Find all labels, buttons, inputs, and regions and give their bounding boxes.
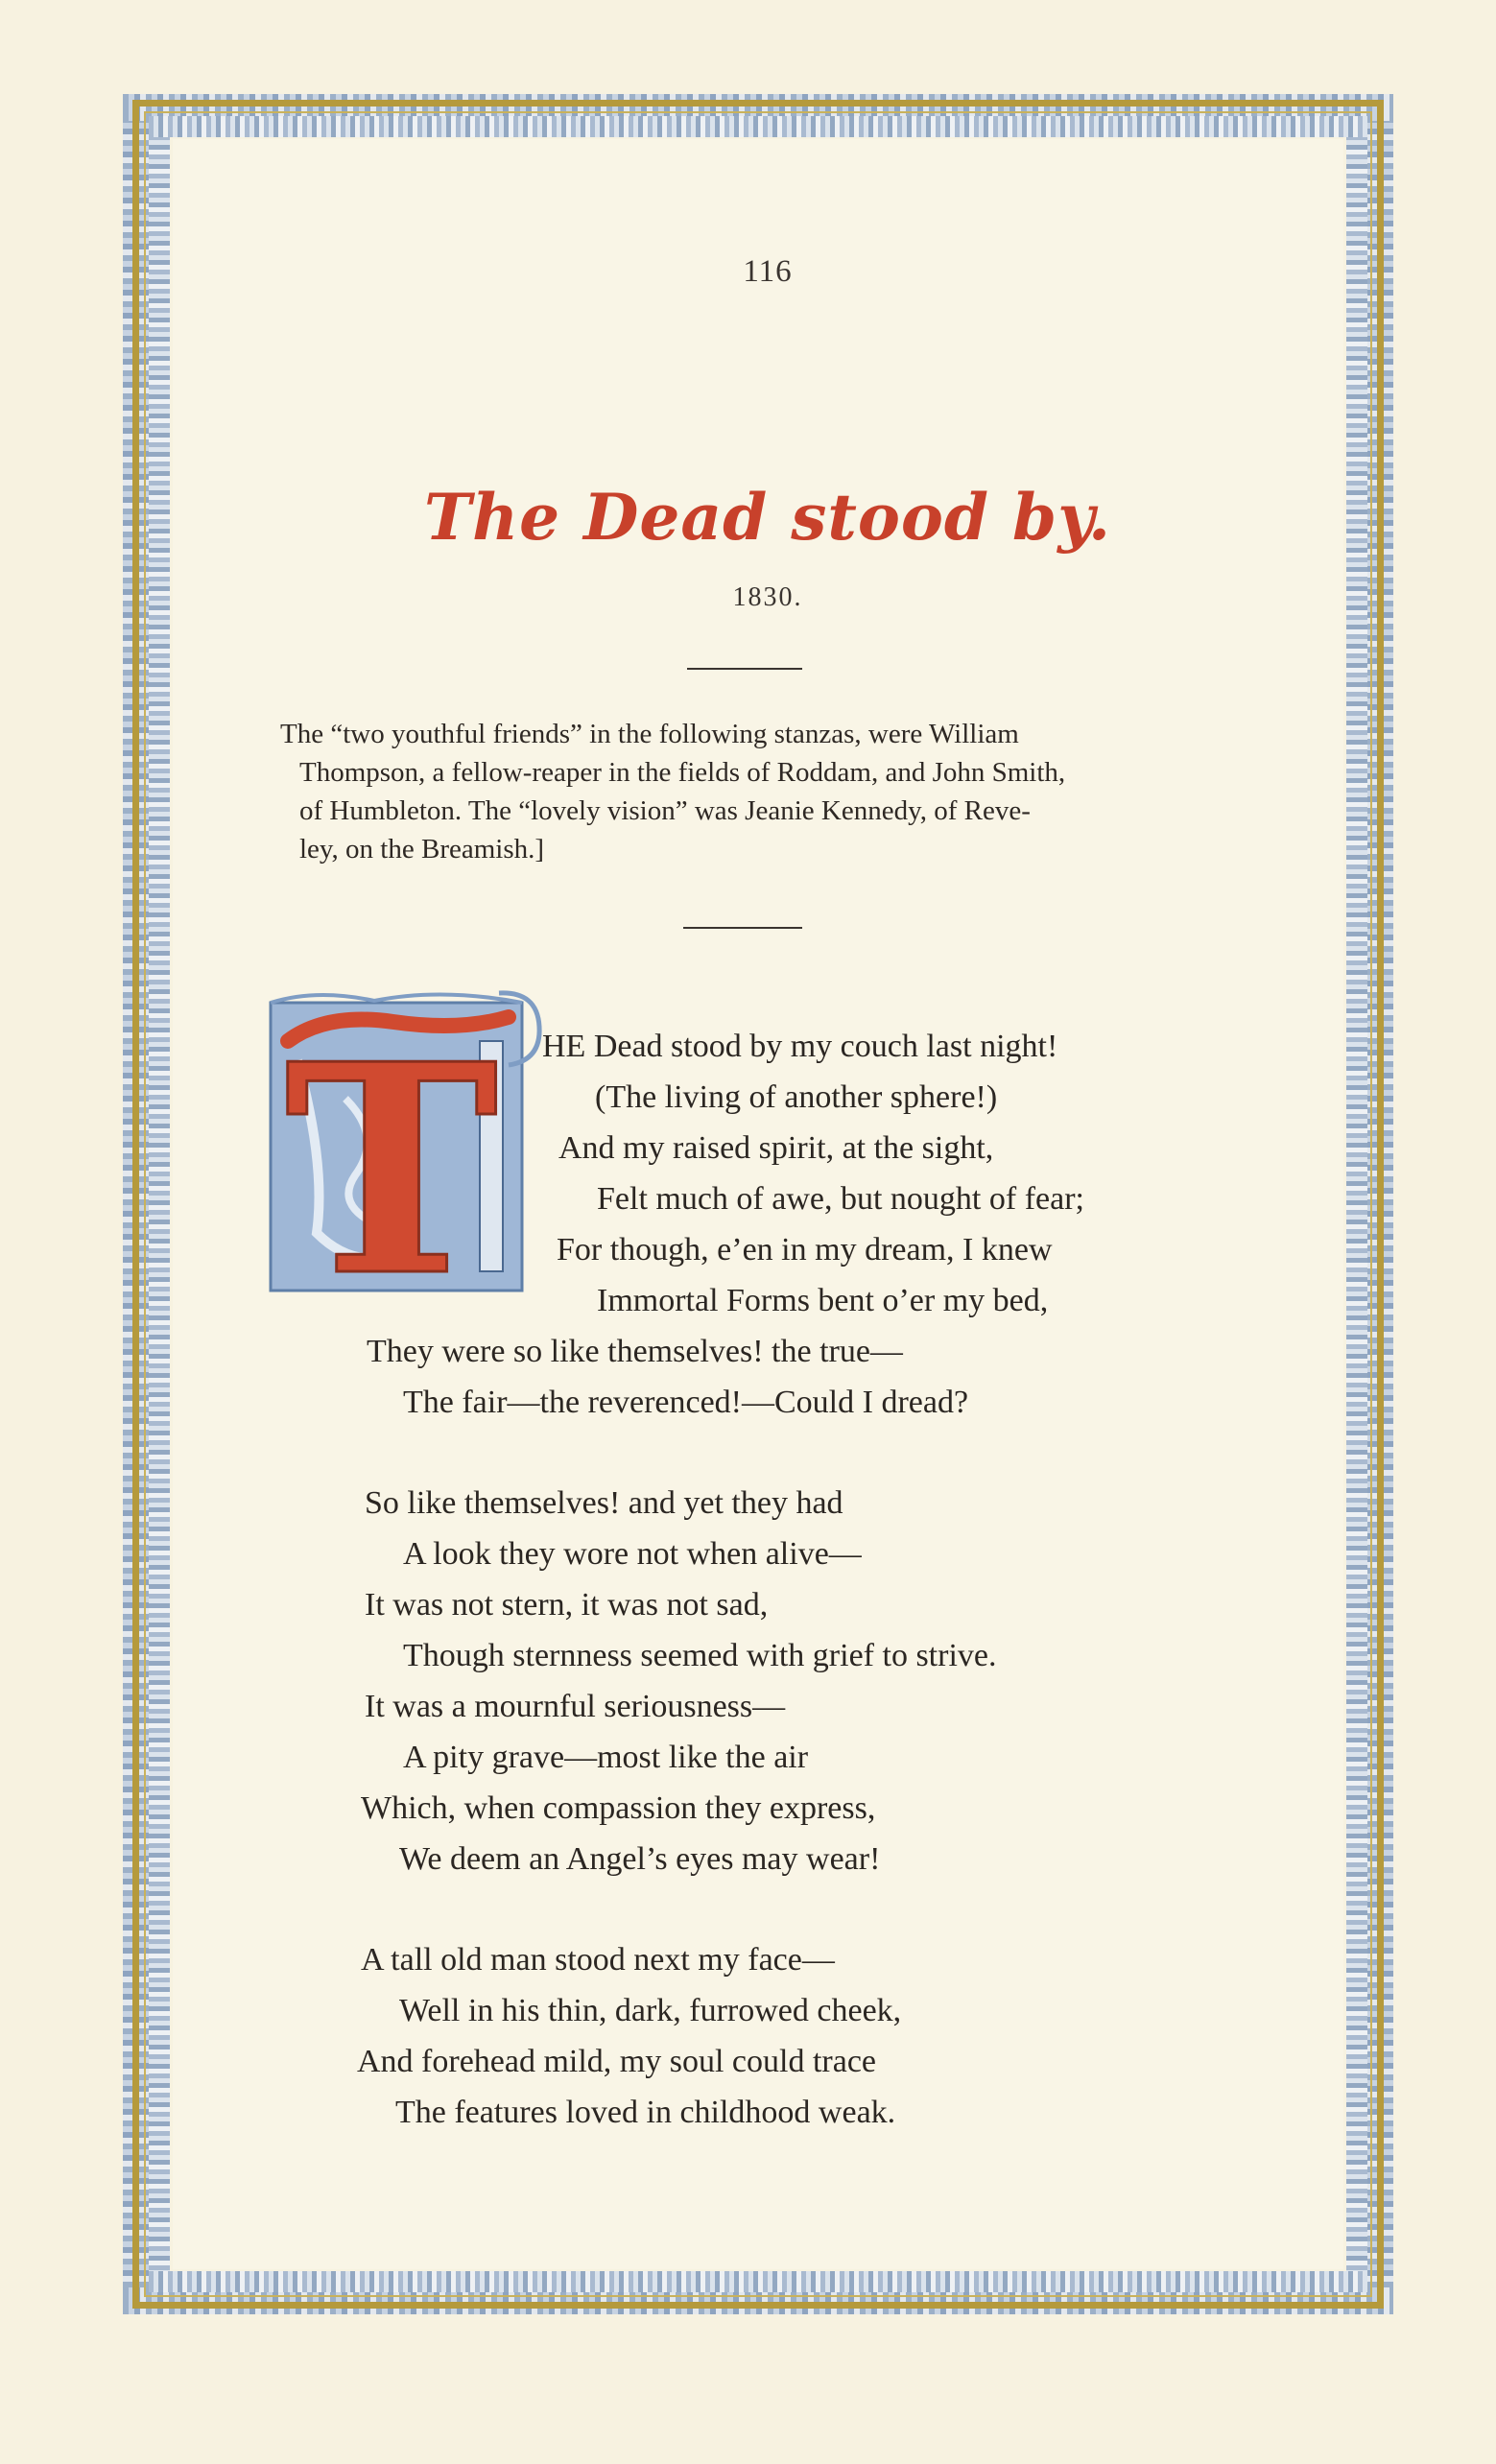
- poem-line: And forehead mild, my soul could trace: [357, 2044, 877, 2079]
- note-line: Thompson, a fellow-reaper in the fields of Roddam, and John Smith,: [299, 757, 1066, 788]
- poem-title: The Dead stood by.: [424, 480, 1111, 555]
- poem-line: So like themselves! and yet they had: [365, 1485, 843, 1521]
- poem-line: A pity grave—most like the air: [403, 1740, 809, 1775]
- poem-line: And my raised spirit, at the sight,: [558, 1130, 994, 1166]
- poem-line: Which, when compassion they express,: [361, 1790, 876, 1826]
- poem-line: Felt much of awe, but nought of fear;: [597, 1181, 1084, 1217]
- divider-rule-top: [687, 668, 802, 670]
- poem-line: The features loved in childhood weak.: [395, 2095, 896, 2130]
- page-number: 116: [743, 254, 793, 289]
- note-line: of Humbleton. The “lovely vision” was Jeanie Kennedy, of Reve-: [299, 795, 1031, 826]
- poem-line: Well in his thin, dark, furrowed cheek,: [399, 1993, 902, 2028]
- note-line: ley, on the Breamish.]: [299, 834, 545, 865]
- drop-cap-letter: T: [284, 1001, 499, 1315]
- poem-line: A look they wore not when alive—: [403, 1536, 862, 1572]
- divider-rule-bottom: [683, 927, 802, 929]
- poem-line: The fair—the reverenced!—Could I dread?: [403, 1385, 969, 1420]
- poem-line: They were so like themselves! the true—: [367, 1334, 903, 1369]
- poem-line: It was not stern, it was not sad,: [365, 1587, 769, 1623]
- note-line: The “two youthful friends” in the following stanzas, were William: [280, 719, 1019, 749]
- poem-line: (The living of another sphere!): [595, 1079, 998, 1115]
- poem-line: Immortal Forms bent o’er my bed,: [597, 1283, 1049, 1318]
- poem-line: For though, e’en in my dream, I knew: [557, 1232, 1053, 1268]
- poem-line: A tall old man stood next my face—: [361, 1942, 835, 1978]
- poem-line: Though sternness seemed with grief to strive.: [403, 1638, 997, 1673]
- illuminated-initial: [259, 983, 547, 1315]
- poem-line: HE Dead stood by my couch last night!: [542, 1029, 1058, 1064]
- poem-year: 1830.: [732, 582, 803, 612]
- poem-line: We deem an Angel’s eyes may wear!: [399, 1841, 881, 1877]
- poem-line: It was a mournful seriousness—: [365, 1689, 786, 1724]
- editorial-note: [280, 715, 1230, 868]
